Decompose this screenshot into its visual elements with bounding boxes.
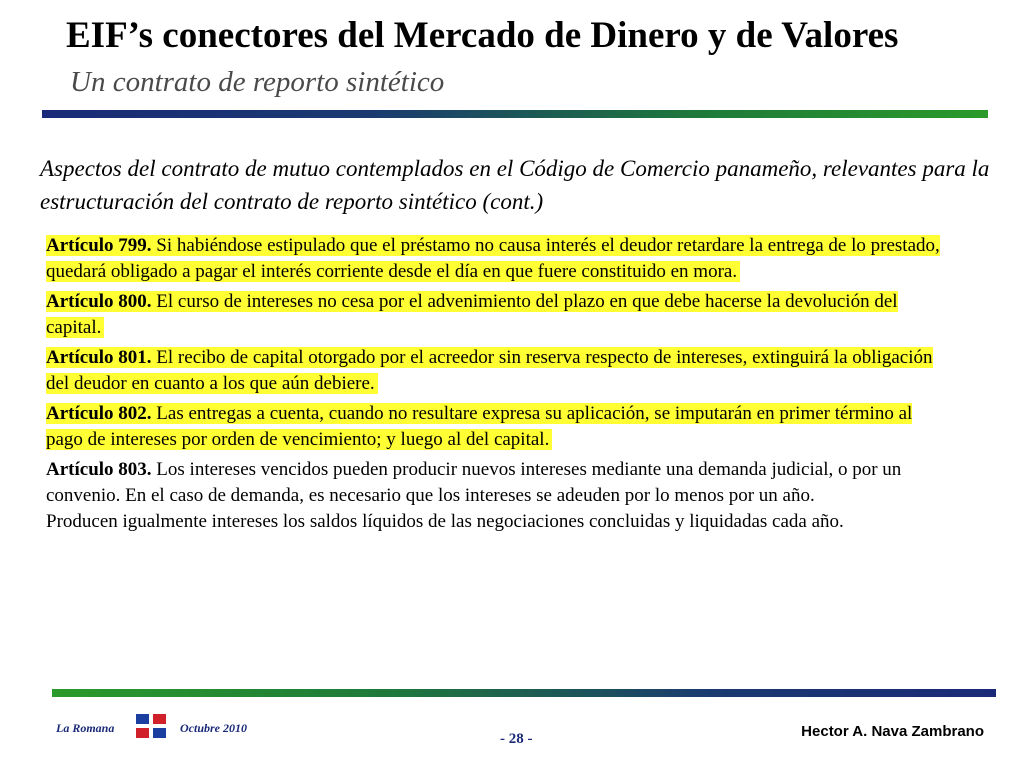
bottom-divider-bar — [52, 689, 996, 697]
article-text: Si habiéndose estipulado que el préstamo no causa interés el deudor retardare la entrega de lo prestado, quedará obligado a pagar el interés corriente desde el día en que fuere constituido en mora. — [46, 235, 940, 282]
article-label: Artículo 802. — [46, 403, 152, 424]
slide-title: EIF’s conectores del Mercado de Dinero y de Valores — [66, 15, 899, 56]
article-text: El recibo de capital otorgado por el acreedor sin reserva respecto de intereses, extinguirá la obligación del deudor en cuanto a los que aún debiere. — [46, 347, 933, 394]
top-divider-bar — [42, 110, 988, 118]
article-text: El curso de intereses no cesa por el advenimiento del plazo en que debe hacerse la devolución del capital. — [46, 291, 898, 338]
article-label: Artículo 799. — [46, 235, 152, 256]
article-label: Artículo 803. — [46, 459, 152, 480]
article-803 — [46, 457, 946, 535]
article-800 — [46, 289, 946, 341]
page-number: - 28 - — [500, 731, 533, 747]
article-799 — [46, 233, 946, 285]
article-text: Las entregas a cuenta, cuando no resultare expresa su aplicación, se imputarán en primer término al pago de intereses por orden de vencimiento; y luego al del capital. — [46, 403, 913, 450]
footer-location: La Romana — [56, 721, 115, 735]
article-label: Artículo 801. — [46, 347, 152, 368]
article-801 — [46, 345, 946, 397]
article-text: Los intereses vencidos pueden producir nuevos intereses mediante una demanda judicial, o por un convenio. En el caso de demanda, es necesario que los intereses se adeuden por lo menos por un año. — [46, 459, 902, 506]
footer-date: Octubre 2010 — [180, 721, 247, 735]
articles-list — [46, 233, 946, 539]
dominican-flag-icon — [136, 714, 166, 738]
article-802 — [46, 401, 946, 453]
slide-subtitle: Un contrato de reporto sintético — [70, 66, 445, 98]
section-heading: Aspectos del contrato de mutuo contemplados en el Código de Comercio panameño, relevantes para la estructuración del contrato de reporto sintético (cont.) — [40, 156, 990, 214]
article-extra-text: Producen igualmente intereses los saldos líquidos de las negociaciones concluidas y liquidadas cada año. — [46, 511, 844, 532]
footer-author: Hector A. Nava Zambrano — [801, 723, 984, 740]
article-label: Artículo 800. — [46, 291, 152, 312]
